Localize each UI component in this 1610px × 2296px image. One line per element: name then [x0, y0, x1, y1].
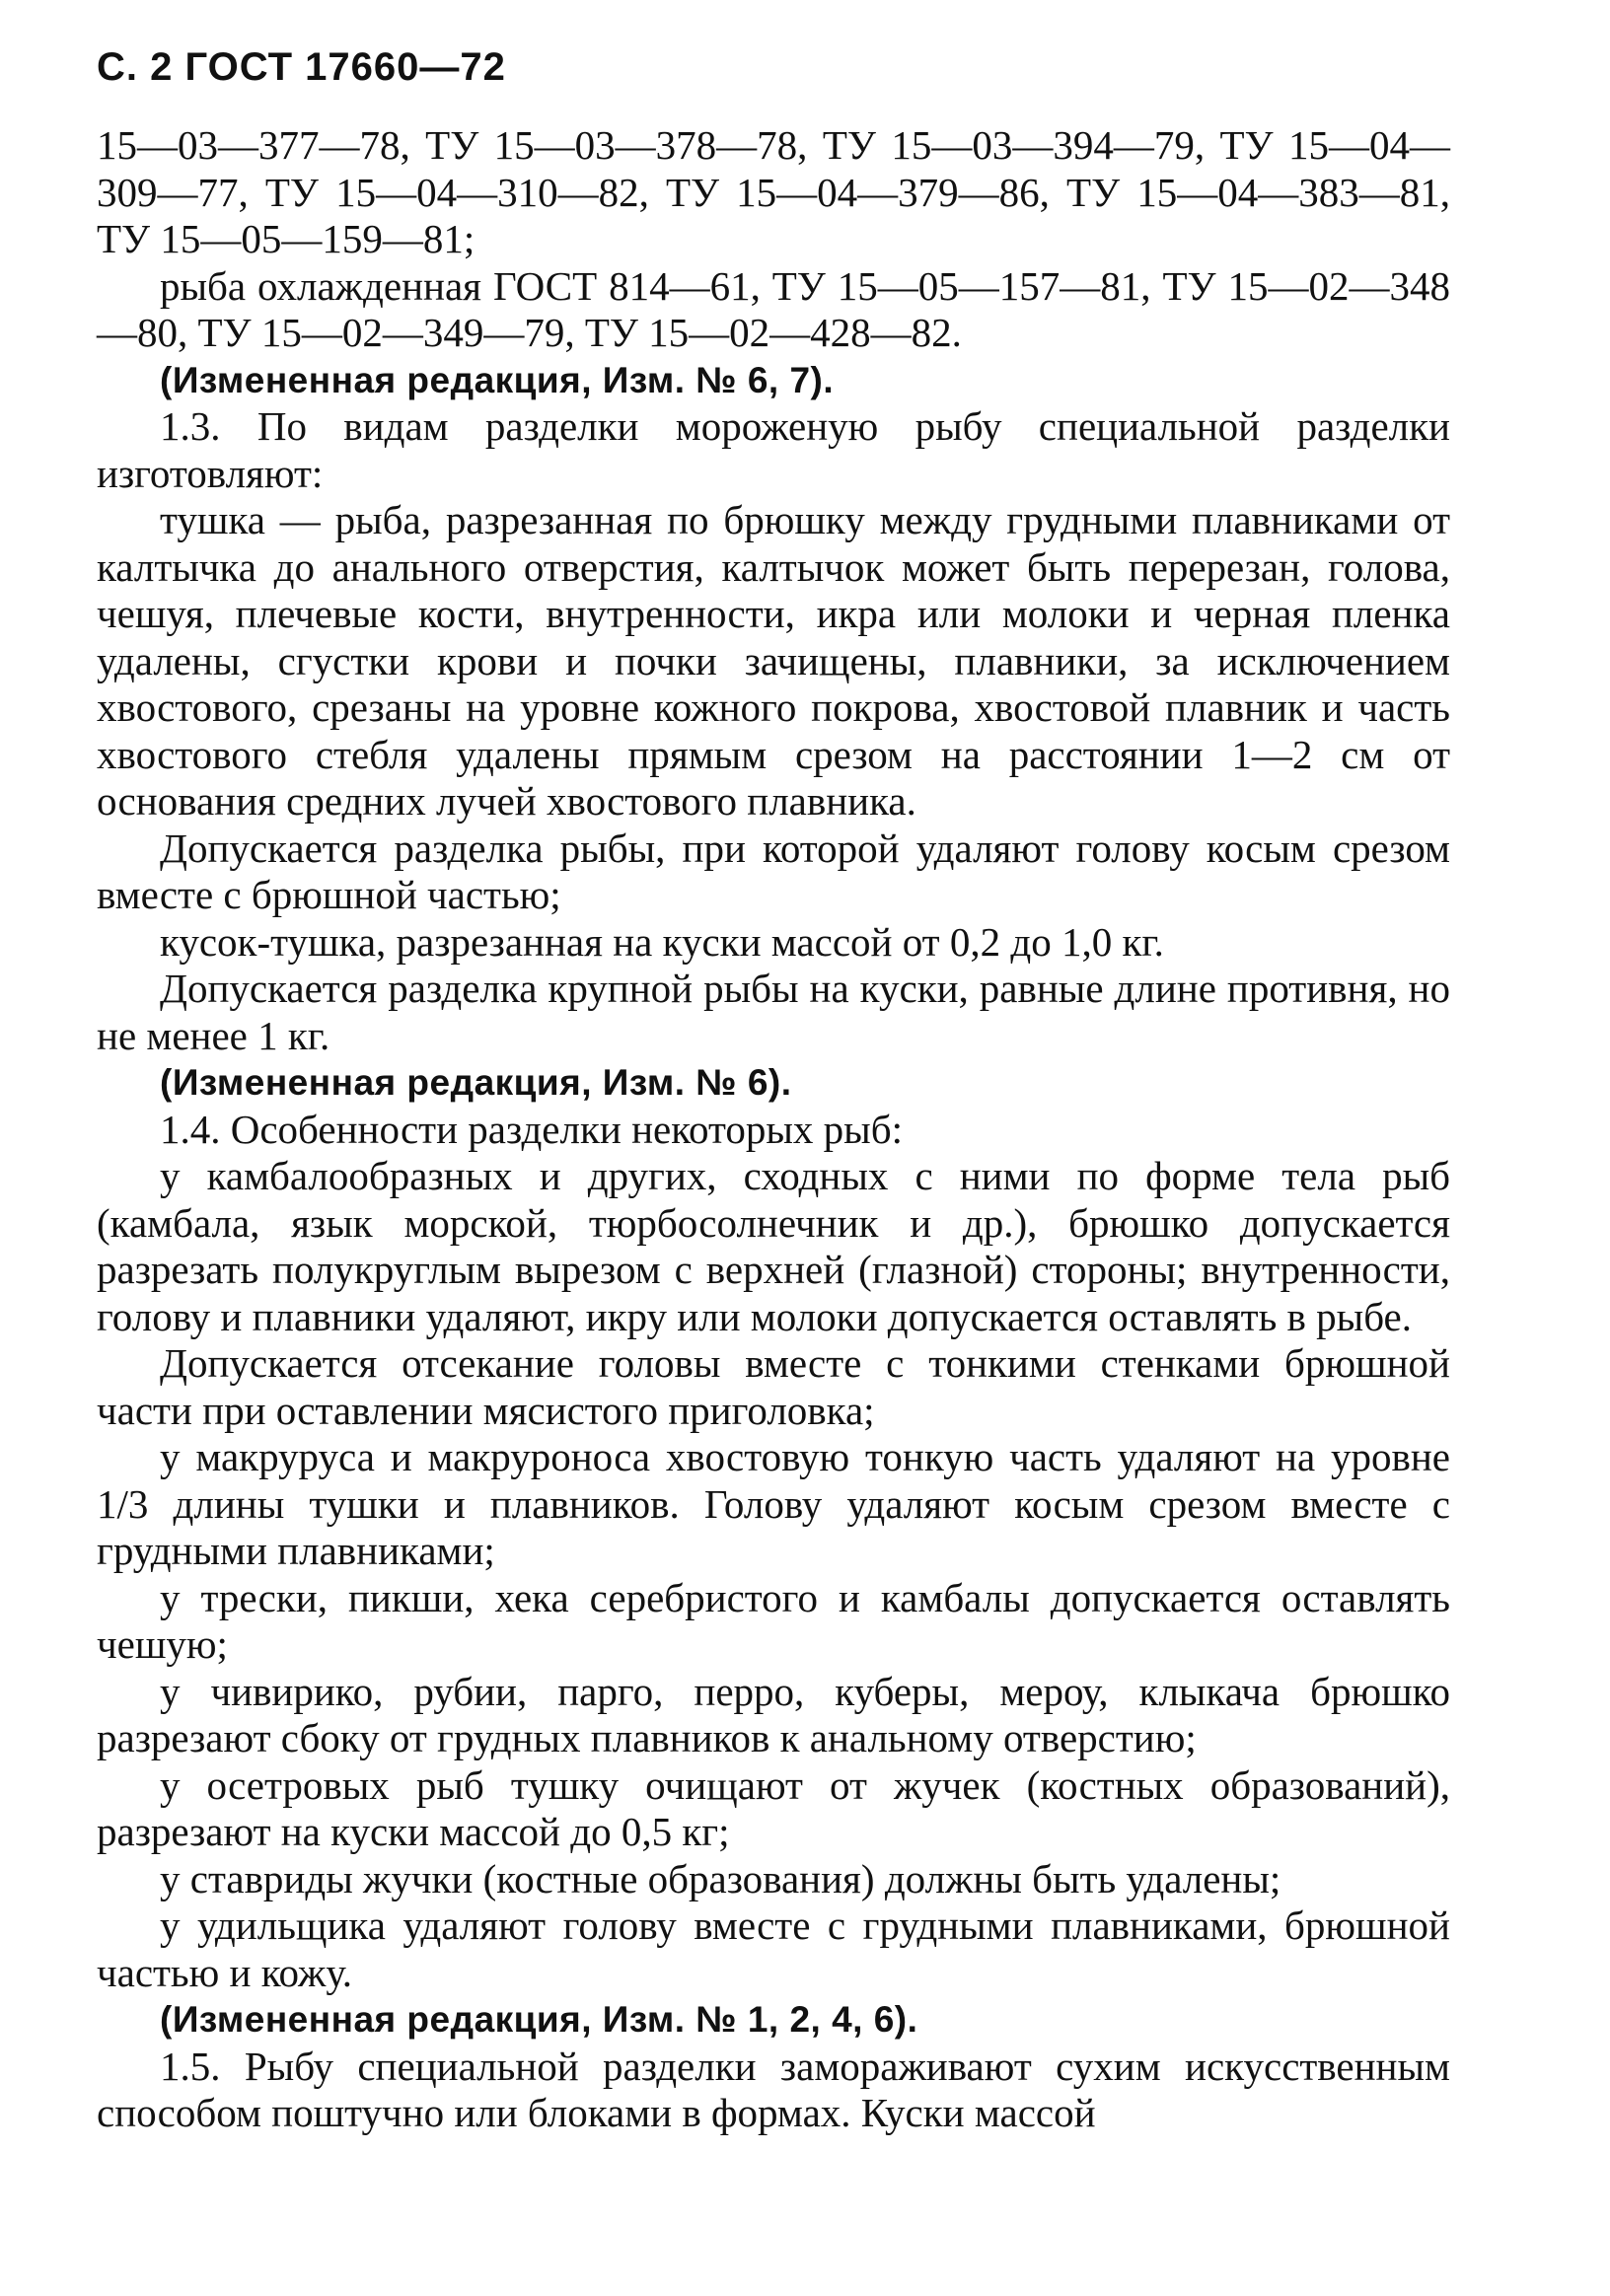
running-header: С. 2 ГОСТ 17660—72: [97, 45, 506, 89]
paragraph-kusok-tushka: кусок-тушка, разрезанная на куски массой от 0,2 до 1,0 кг.: [160, 918, 1164, 965]
amendment-note: (Измененная редакция, Изм. № 1, 2, 4, 6).: [160, 1999, 918, 2040]
amendment-note: (Измененная редакция, Изм. № 6).: [160, 1062, 792, 1103]
paragraph-chilled-fish: рыба охлажденная ГОСТ 814—61, ТУ 15—05—157—81, ТУ 15—02—348—80, ТУ 15—02—349—79, ТУ 15—02—428—82.: [97, 262, 1450, 355]
paragraph-monkfish: у удильщика удаляют голову вместе с грудными плавниками, брюшной частью и кожу.: [97, 1902, 1450, 1995]
paragraph-clause-1-5: 1.5. Рыбу специальной разделки замораживают сухим искусственным способом поштучно или блоками в формах. Куски массой: [97, 2043, 1450, 2135]
amendment-note: (Измененная редакция, Изм. № 6, 7).: [160, 359, 835, 400]
paragraph-tu-list: 15—03—377—78, ТУ 15—03—378—78, ТУ 15—03—394—79, ТУ 15—04—309—77, ТУ 15—04—310—82, ТУ 15—04—379—86, ТУ 15—04—383—81, ТУ 15—05—159—81;: [97, 122, 1450, 261]
paragraph-clause-1-3: 1.3. По видам разделки мороженую рыбу специальной разделки изготовляют:: [97, 403, 1450, 496]
paragraph-grenadier: у макруруса и макруроноса хвостовую тонкую часть удаляют на уровне 1/3 длины тушки и плавников. Голову удаляют косым срезом вместе с грудными плавниками;: [97, 1434, 1450, 1573]
paragraph-horse-mackerel: у ставриды жучки (костные образования) должны быть удалены;: [160, 1855, 1281, 1901]
paragraph-tushka: тушка — рыба, разрезанная по брюшку между грудными плавниками от калтычка до анального отверстия, калтычок может быть перерезан, голова, чешуя, плечевые кости, внутренности, икра или молоки и черная пленка удалены, сгустки крови и почки зачищены, плавники, за исключением хвостового, срезаны на уровне кожного покрова, хвостовой плавник и часть хвостового стебля удалены прямым срезом на расстоянии 1—2 см от основания средних лучей хвостового плавника.: [97, 497, 1450, 824]
paragraph-allowed-head-removal: Допускается отсекание головы вместе с тонкими стенками брюшной части при оставлении мясистого приголовка;: [97, 1340, 1450, 1433]
paragraph-chivirico: у чивирико, рубии, парго, перро, куберы, мероу, клыкача брюшко разрезают сбоку от грудных плавников к анальному отверстию;: [97, 1668, 1450, 1760]
paragraph-clause-1-4: 1.4. Особенности разделки некоторых рыб:: [160, 1106, 903, 1152]
paragraph-cod: у трески, пикши, хека серебристого и камбалы допускается оставлять чешую;: [97, 1574, 1450, 1667]
paragraph-allowed-large-fish: Допускается разделка крупной рыбы на куски, равные длине противня, но не менее 1 кг.: [97, 966, 1450, 1058]
paragraph-sturgeon: у осетровых рыб тушку очищают от жучек (костных образований), разрезают на куски массой до 0,5 кг;: [97, 1761, 1450, 1854]
document-body: [97, 122, 1450, 2137]
paragraph-allowed-head-cut: Допускается разделка рыбы, при которой удаляют голову косым срезом вместе с брюшной частью;: [97, 825, 1450, 917]
paragraph-flatfish: у камбалообразных и других, сходных с ними по форме тела рыб (камбала, язык морской, тюрбосолнечник и др.), брюшко допускается разрезать полукруглым вырезом с верхней (глазной) стороны; внутренности, голову и плавники удаляют, икру или молоки допускается оставлять в рыбе.: [97, 1153, 1450, 1339]
